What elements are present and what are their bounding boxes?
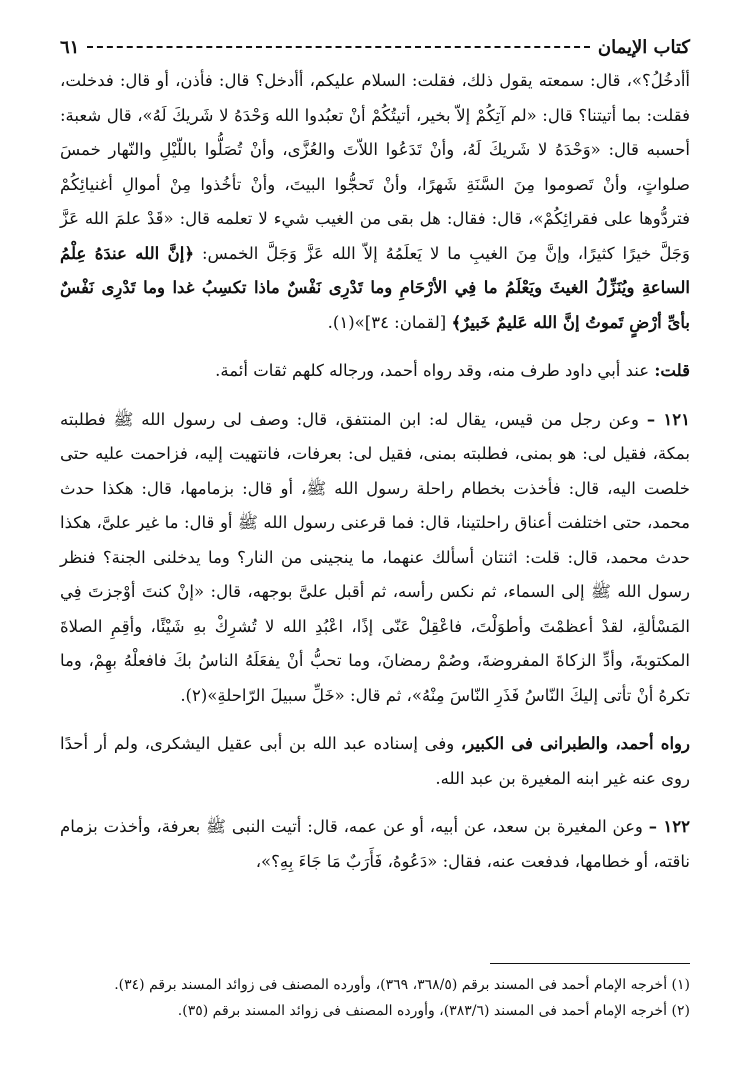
footnote-divider bbox=[490, 963, 690, 964]
header-rule bbox=[87, 46, 590, 48]
footnote-1: (١) أخرجه الإمام أحمد فى المسند برقم (٣٦٨/٥، ٣٦٩)، وأورده المصنف فى زوائد المسند برقم (٣٤). bbox=[114, 977, 690, 993]
note-label: قلت: bbox=[654, 361, 690, 380]
paragraph-author-note bbox=[60, 354, 690, 389]
note-text: عند أبي داود طرف منه، وقد رواه أحمد، ورجاله كلهم ثقات أئمة. bbox=[215, 361, 655, 380]
footnote-2: (٢) أخرجه الإمام أحمد فى المسند (٣٨٣/٦)، وأورده المصنف فى زوائد المسند برقم (٣٥). bbox=[177, 1003, 690, 1019]
hadith-number: ١٢٢ – bbox=[648, 817, 690, 836]
hadith-text: وعن رجل من قيس، يقال له: ابن المنتفق، قال: وصف لى رسول الله ﷺ فطلبته بمكة، فقيل لى: هو بمنى، فطلبته بمنى، فقيل لى: بعرفات، فانتهيت إليه، فزاحمت عليه حتى خلصت اليه، قال: فأخذت بخطام راحلة رسول الله ﷺ، أو قال: بزمامها، قال: هكذا حدث محمد، حتى اختلفت أعناق راحلتينا، قال: فما قرعنى رسول الله ﷺ أو قال: ما غير علىَّ، هكذا حدث محمد، قال: قلت: اثنتان أسألك عنهما، ما ينجينى من النار؟ وما يدخلنى الجنة؟ فنظر رسول الله ﷺ إلى السماء، ثم نكس رأسه، ثم أقبل علىَّ بوجهه، قال: «إنْ كنتَ أوْجزتَ فِي المَسْألةِ، لقدْ أعظمْتَ وأطوَلْتَ، فاعْقِلْ عَنّى إذًا، اعْبُدِ الله لا تُشرِكْ بهِ شَيْئًا، وأقِمِ الصلاةَ المكتوبةَ، وأدِّ الزكاةَ المفروضةَ، وصُمْ رمضانَ، وما تحبُّ أنْ يفعَلَهُ الناسُ بكَ فافعلْهُ بهِمْ، وما تكرهُ أنْ تأتى إليكَ النّاسُ فَذَرِ النّاسَ مِنْهُ»، ثم قال: «خَلِّ سبيلَ الرّاحلةِ»(٢). bbox=[60, 409, 690, 705]
paragraph-hadith-122 bbox=[60, 810, 690, 879]
page-header bbox=[60, 30, 690, 64]
hadith-number: ١٢١ – bbox=[646, 409, 690, 429]
source-text: وفى إسناده عبد الله بن أبى عقيل اليشكرى، ولم أر أحدًا روى عنه غير ابنه المغيرة بن عبد الله. bbox=[60, 734, 690, 788]
quran-verse: ﴿إنَّ الله عندَهُ عِلْمُ الساعةِ ويُنَزِّلُ الغيثَ ويَعْلَمُ ما فِي الأرْحَامِ وما تَدْرِى نَفْسٌ ماذا تكسِبُ غدا وما تَدْرِى نَفْسٌ بأىِّ أرْضٍ تَموتُ إنَّ الله عَليمٌ خَبيرٌ﴾ bbox=[60, 243, 690, 332]
chapter-title: كتاب الإيمان bbox=[597, 36, 690, 58]
page-number: ٦١ bbox=[60, 36, 80, 58]
paragraph-hadith-continuation bbox=[60, 64, 690, 340]
paragraph-source-note bbox=[60, 727, 690, 796]
hadith-text: وعن المغيرة بن سعد، عن أبيه، أو عن عمه، قال: أتيت النبى ﷺ بعرفة، وأخذت بزمام ناقته، أو خطامها، فدفعت عنه، فقال: «دَعُوهُ، فَأَرَبٌ مَا جَاءَ بِهِ؟»، bbox=[60, 817, 690, 871]
source-label: رواه أحمد، والطبرانى فى الكبير، bbox=[460, 734, 690, 753]
hadith-text: أأدخُلُ؟»، قال: سمعته يقول ذلك، فقلت: السلام عليكم، أأدخل؟ قال: فأذن، أو قال: فدخلت، فقلت: بما أتيتنا؟ قال: «لم آتِكُمْ إلاّ بخير، أتيتُكُمْ أنْ تعبُدوا الله وَحْدَهُ لا شَريكَ لَهُ»، قال شعبة: أحسبه قال: «وَحْدَهُ لا شَريكَ لَهُ، وأنْ تَدَعُوا اللاّتَ والعُزَّى، وأنْ تُصَلُّوا باللّيْلِ والنّهار خمسَ صلواتٍ، وأنْ تَصوموا مِنَ السَّنَةِ شَهرًا، وأنْ تَحجُّوا البيتَ، وأنْ تأخُذوا مِنْ أموالِ أغنيائِكُمْ فتردُّوها على فقرائِكُمْ»، قال: فقال: هل بقى من الغيب شيء لا تعلمه قال: «قَدْ علمَ الله عَزَّ وَجَلَّ خيرًا كثيرًا، وإنَّ مِنَ الغيبِ ما لا يَعلَمُهُ إلاّ الله عَزَّ وَجَلَّ الخمس: bbox=[60, 71, 690, 263]
footnotes bbox=[60, 972, 690, 1024]
main-text bbox=[60, 64, 690, 879]
paragraph-hadith-121 bbox=[60, 403, 690, 714]
verse-citation: [لقمان: ٣٤]»(١). bbox=[327, 312, 452, 332]
